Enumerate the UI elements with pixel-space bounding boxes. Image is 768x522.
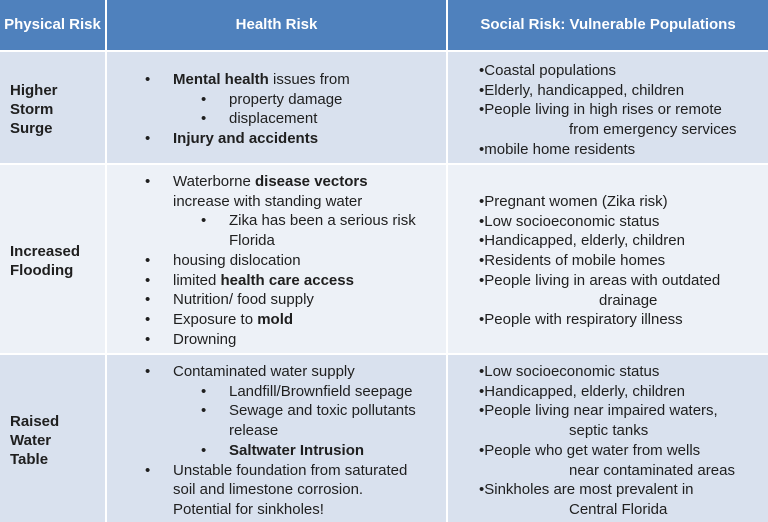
row-divider	[0, 50, 768, 52]
list-item: •Handicapped, elderly, children	[479, 382, 685, 400]
list-item: Florida	[229, 232, 275, 250]
list-item: from emergency services	[569, 121, 737, 139]
list-item: •mobile home residents	[479, 140, 636, 158]
list-item: •Residents of mobile homes	[479, 252, 666, 270]
list-item: • Mental health issues from	[145, 71, 350, 88]
list-item: •People living near impaired waters,	[479, 402, 718, 420]
social-risk-cell	[479, 192, 720, 330]
list-item: drainage	[599, 291, 658, 309]
row-divider	[0, 353, 768, 355]
list-item: •Coastal populations	[479, 62, 617, 79]
row-label: Higher Storm Surge	[10, 82, 58, 137]
list-item: • Exposure to mold	[145, 310, 294, 328]
list-item: • Saltwater Intrusion	[201, 441, 365, 459]
social-risk-cell	[479, 61, 737, 160]
bullet-icon: •	[145, 130, 151, 148]
list-item: • Waterborne disease vectors	[145, 173, 368, 190]
list-item: •Elderly, handicapped, children	[479, 81, 685, 99]
list-item: • Landfill/Brownfield seepage	[201, 382, 413, 400]
bullet-icon: •	[145, 461, 151, 479]
bullet-icon: •	[145, 363, 151, 380]
list-item: • Nutrition/ food supply	[145, 291, 314, 309]
bullet-icon: •	[145, 173, 151, 190]
health-risk-cell	[145, 70, 350, 149]
list-item: • Unstable foundation from saturated	[145, 461, 408, 479]
row-divider	[0, 163, 768, 165]
list-item: • Zika has been a serious risk	[201, 212, 416, 230]
list-item: •Sinkholes are most prevalent in	[479, 481, 694, 499]
column-divider	[105, 0, 107, 522]
list-item: • Sewage and toxic pollutants	[201, 402, 416, 420]
bullet-icon: •	[145, 271, 151, 289]
list-item: near contaminated areas	[569, 461, 735, 479]
list-item: • limited health care access	[145, 271, 354, 289]
list-item: septic tanks	[569, 422, 649, 440]
header-health-risk: Health Risk	[107, 0, 446, 50]
list-item: Potential for sinkholes!	[173, 500, 324, 518]
bullet-icon: •	[201, 212, 207, 230]
list-item: •Handicapped, elderly, children	[479, 232, 685, 250]
list-item: • housing dislocation	[145, 251, 301, 269]
health-risk-cell	[145, 362, 416, 520]
list-item: • property damage	[201, 90, 343, 108]
list-item: •People living in areas with outdated	[479, 271, 721, 289]
list-item: •Pregnant women (Zika risk)	[479, 193, 668, 210]
list-item: soil and limestone corrosion.	[173, 481, 364, 499]
bullet-icon: •	[201, 402, 207, 420]
list-item: •People living in high rises or remote	[479, 101, 722, 119]
list-item: •Low socioeconomic status	[479, 363, 660, 380]
row-label: Increased Flooding	[10, 243, 81, 279]
list-item: release	[229, 422, 279, 440]
bullet-icon: •	[145, 310, 151, 328]
header-social-risk: Social Risk: Vulnerable Populations	[448, 0, 768, 50]
list-item: • Contaminated water supply	[145, 363, 355, 380]
social-risk-cell	[479, 362, 735, 520]
bullet-icon: •	[201, 441, 207, 459]
bullet-icon: •	[145, 291, 151, 309]
bullet-icon: •	[201, 90, 207, 108]
column-divider	[446, 0, 448, 522]
list-item: increase with standing water	[173, 192, 363, 210]
list-item: • Drowning	[145, 330, 237, 348]
list-item: •Low socioeconomic status	[479, 212, 660, 230]
bullet-icon: •	[201, 110, 207, 128]
list-item: • displacement	[201, 110, 318, 128]
health-risk-cell	[145, 172, 416, 349]
bullet-icon: •	[145, 251, 151, 269]
list-item: Central Florida	[569, 500, 668, 518]
bullet-icon: •	[201, 382, 207, 400]
list-item: •People with respiratory illness	[479, 311, 683, 329]
bullet-icon: •	[145, 330, 151, 348]
row-label: Raised Water Table	[10, 413, 60, 468]
list-item: • Injury and accidents	[145, 130, 319, 148]
header-physical-risk: Physical Risk	[0, 0, 105, 50]
bullet-icon: •	[145, 71, 151, 88]
list-item: •People who get water from wells	[479, 441, 701, 459]
